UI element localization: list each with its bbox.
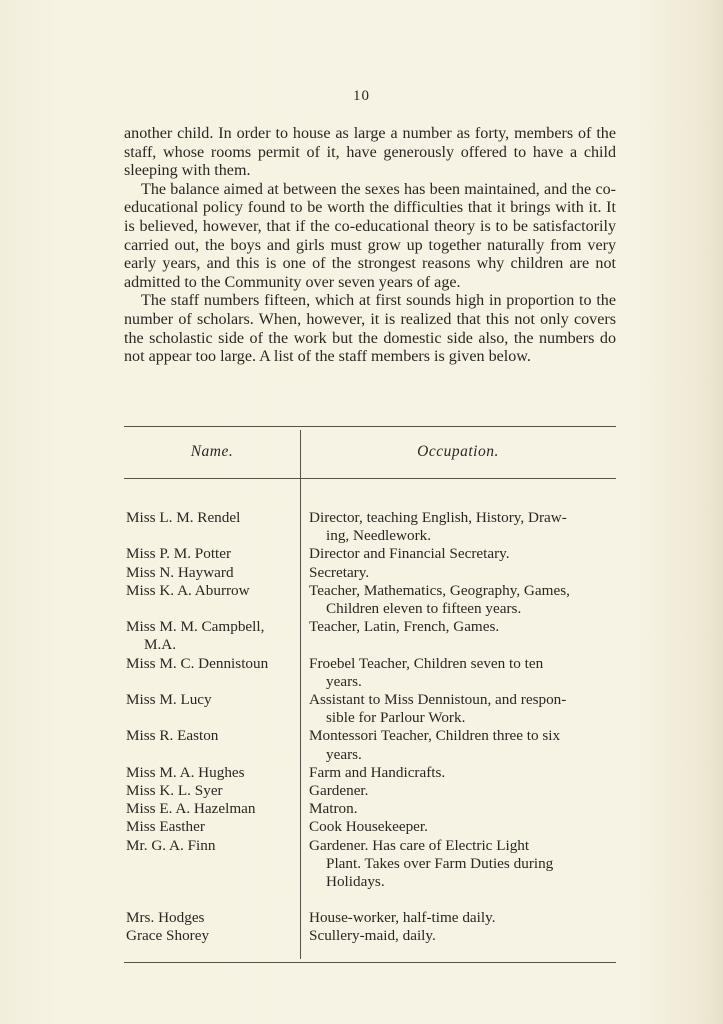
occupation-line: years. xyxy=(326,745,362,763)
occupation-line: Teacher, Mathematics, Geography, Games, xyxy=(309,581,570,599)
column-header-occupation: Occupation. xyxy=(417,443,499,460)
staff-name-line: Mr. G. A. Finn xyxy=(126,836,216,854)
occupation-line: Plant. Takes over Farm Duties during xyxy=(326,854,554,872)
staff-name-line: Mrs. Hodges xyxy=(126,909,205,927)
occupation-line: Cook Housekeeper. xyxy=(309,818,428,836)
occupation-line: Director, teaching English, History, Draw- xyxy=(309,509,567,526)
occupation-line: Assistant to Miss Dennistoun, and respon- xyxy=(309,691,567,709)
staff-name-line: Miss M. A. Hughes xyxy=(126,763,245,781)
staff-name-line: Miss M. Lucy xyxy=(126,691,212,709)
staff-occupation xyxy=(309,909,618,927)
staff-name xyxy=(124,655,299,691)
occupation-line: Farm and Handicrafts. xyxy=(309,763,446,781)
table-row xyxy=(124,764,618,782)
staff-occupation xyxy=(309,727,618,763)
staff-name-line: Miss L. M. Rendel xyxy=(126,509,241,526)
table-row xyxy=(124,655,618,691)
table-bottom-rule xyxy=(124,962,616,963)
table-row xyxy=(124,727,618,763)
staff-name xyxy=(124,618,299,654)
staff-name-line: Miss K. L. Syer xyxy=(126,782,223,800)
staff-name-line: Miss P. M. Potter xyxy=(126,545,232,563)
table-row xyxy=(124,800,618,818)
table-row xyxy=(124,545,618,563)
staff-name xyxy=(124,564,299,582)
body-text xyxy=(124,125,616,367)
table-row xyxy=(124,818,618,836)
table-top-rule xyxy=(124,426,616,427)
staff-name-line: Miss R. Easton xyxy=(126,727,219,745)
paragraph-staff: The staff numbers fifteen, which at first sounds high in proportion to the number of scholars. When, however, it is realized that this not only covers the scholastic side of the work but the domestic side also, the numbers do not appear too large. A list of the staff members is given below. xyxy=(124,292,616,366)
table-row xyxy=(124,782,618,800)
staff-occupation xyxy=(309,691,618,727)
occupation-line: Montessori Teacher, Children three to six xyxy=(309,727,561,745)
staff-name xyxy=(124,582,299,618)
occupation-line: Secretary. xyxy=(309,563,370,581)
occupation-line: Holidays. xyxy=(326,873,385,891)
staff-occupation xyxy=(309,655,618,691)
staff-occupation xyxy=(309,927,618,945)
occupation-line: Gardener. Has care of Electric Light xyxy=(309,836,530,854)
occupation-line: Froebel Teacher, Children seven to ten xyxy=(309,654,544,672)
staff-name xyxy=(124,545,299,563)
staff-name xyxy=(124,509,299,545)
staff-name xyxy=(124,782,299,800)
staff-name xyxy=(124,800,299,818)
staff-name xyxy=(124,909,299,927)
staff-name-line: Miss K. A. Aburrow xyxy=(126,581,250,599)
staff-name xyxy=(124,818,299,836)
staff-occupation xyxy=(309,509,618,545)
header-rule xyxy=(124,478,300,479)
header-rule-right xyxy=(301,478,616,479)
table-row xyxy=(124,909,618,927)
table-row xyxy=(124,837,618,892)
staff-occupation xyxy=(309,582,618,618)
staff-occupation xyxy=(309,618,618,654)
staff-occupation xyxy=(309,837,618,892)
staff-name xyxy=(124,927,299,945)
staff-name xyxy=(124,727,299,763)
staff-occupation xyxy=(309,782,618,800)
staff-name-line: Grace Shorey xyxy=(126,927,210,945)
column-header-name: Name. xyxy=(190,443,234,460)
occupation-line: Teacher, Latin, French, Games. xyxy=(309,618,500,636)
staff-occupation xyxy=(309,564,618,582)
staff-name-line: Miss N. Hayward xyxy=(126,563,234,581)
occupation-line: Children eleven to fifteen years. xyxy=(326,600,522,618)
staff-table-body xyxy=(124,509,618,946)
table-row xyxy=(124,927,618,945)
occupation-line: years. xyxy=(326,672,362,690)
table-row xyxy=(124,582,618,618)
staff-name-line: Miss Easther xyxy=(126,818,205,836)
occupation-line: ing, Needlework. xyxy=(326,527,432,545)
staff-name xyxy=(124,837,299,892)
occupation-line: House-worker, half-time daily. xyxy=(309,909,496,927)
staff-name-line: M.A. xyxy=(144,636,177,654)
paragraph-continued: another child. In order to house as large a number as forty, members of the staff, whose rooms permit of it, have generously offered to have a child sleeping with them. xyxy=(124,125,616,180)
table-row xyxy=(124,564,618,582)
staff-occupation xyxy=(309,764,618,782)
table-row xyxy=(124,509,618,545)
staff-occupation xyxy=(309,545,618,563)
staff-occupation xyxy=(309,800,618,818)
occupation-line: Gardener. xyxy=(309,782,369,800)
staff-name xyxy=(124,764,299,782)
occupation-line: Director and Financial Secretary. xyxy=(309,545,510,563)
occupation-line: Matron. xyxy=(309,800,358,818)
table-row xyxy=(124,618,618,654)
staff-name-line: Miss E. A. Hazelman xyxy=(126,800,256,818)
page-number: 10 xyxy=(353,88,370,104)
staff-name-line: Miss M. M. Campbell, xyxy=(126,618,265,636)
table-row xyxy=(124,691,618,727)
occupation-line: Scullery-maid, daily. xyxy=(309,927,436,945)
staff-name xyxy=(124,691,299,727)
paragraph-coeducation: The balance aimed at between the sexes has been maintained, and the co-educational policy found to be worth the difficulties that it brings with it. It is believed, however, that if the co-educational theory is to be satisfactorily carried out, the boys and girls must grow up together naturally from very early years, and this is one of the strongest reasons why children are not admitted to the Community over seven years of age. xyxy=(124,180,616,291)
occupation-line: sible for Parlour Work. xyxy=(326,709,466,727)
staff-occupation xyxy=(309,818,618,836)
staff-name-line: Miss M. C. Dennistoun xyxy=(126,654,269,672)
